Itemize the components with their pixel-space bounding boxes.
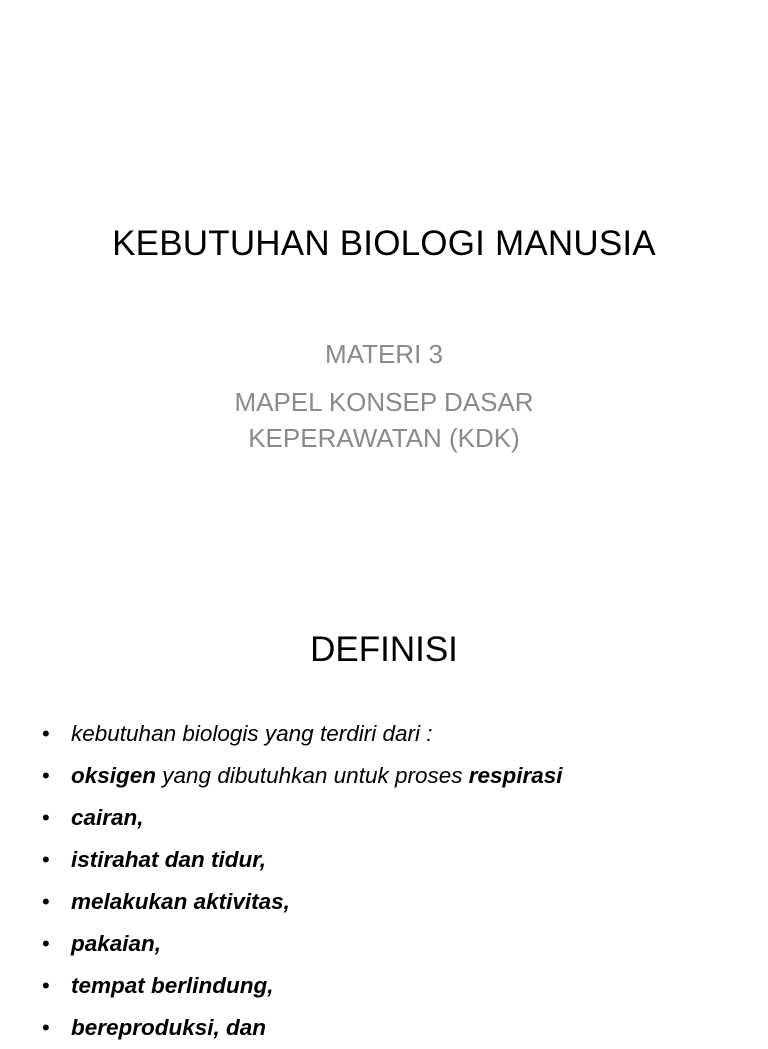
bullet-text-bold: pakaian, [71, 931, 162, 956]
bullet-icon: • [42, 973, 50, 998]
slide-title: KEBUTUHAN BIOLOGI MANUSIA [112, 224, 656, 263]
bullet-text-bold: tempat berlindung, [71, 973, 274, 998]
bullet-icon: • [42, 805, 50, 830]
list-item [42, 1007, 563, 1049]
bullet-text: kebutuhan biologis yang terdiri dari : [71, 721, 433, 746]
bullet-text: yang dibutuhkan untuk proses [156, 763, 469, 788]
subtitle-line: MATERI 3 [325, 339, 443, 369]
list-item [42, 923, 563, 965]
list-item [42, 965, 563, 1007]
bullet-icon: • [42, 931, 50, 956]
bullet-icon: • [42, 889, 50, 914]
bullet-icon: • [42, 847, 50, 872]
bullet-text-bold: melakukan aktivitas, [71, 889, 290, 914]
list-item [42, 839, 563, 881]
list-item [42, 755, 563, 797]
bullet-text-bold: bereproduksi, dan [71, 1015, 267, 1040]
bullet-text-bold: istirahat dan tidur, [71, 847, 267, 872]
subtitle-line: KEPERAWATAN (KDK) [248, 423, 520, 453]
list-item [42, 881, 563, 923]
bullet-list [42, 713, 563, 1049]
list-item [42, 797, 563, 839]
bullet-icon: • [42, 1015, 50, 1040]
slide-subtitle [0, 336, 768, 456]
subtitle-line: MAPEL KONSEP DASAR [234, 387, 534, 417]
bullet-text-bold: oksigen [71, 763, 157, 788]
bullet-icon: • [42, 763, 50, 788]
bullet-text-bold: cairan, [71, 805, 144, 830]
list-item [42, 713, 563, 755]
definition-title: DEFINISI [310, 630, 458, 669]
bullet-text-bold: respirasi [468, 763, 563, 788]
definition-slide [0, 576, 768, 1040]
bullet-icon: • [42, 721, 50, 746]
